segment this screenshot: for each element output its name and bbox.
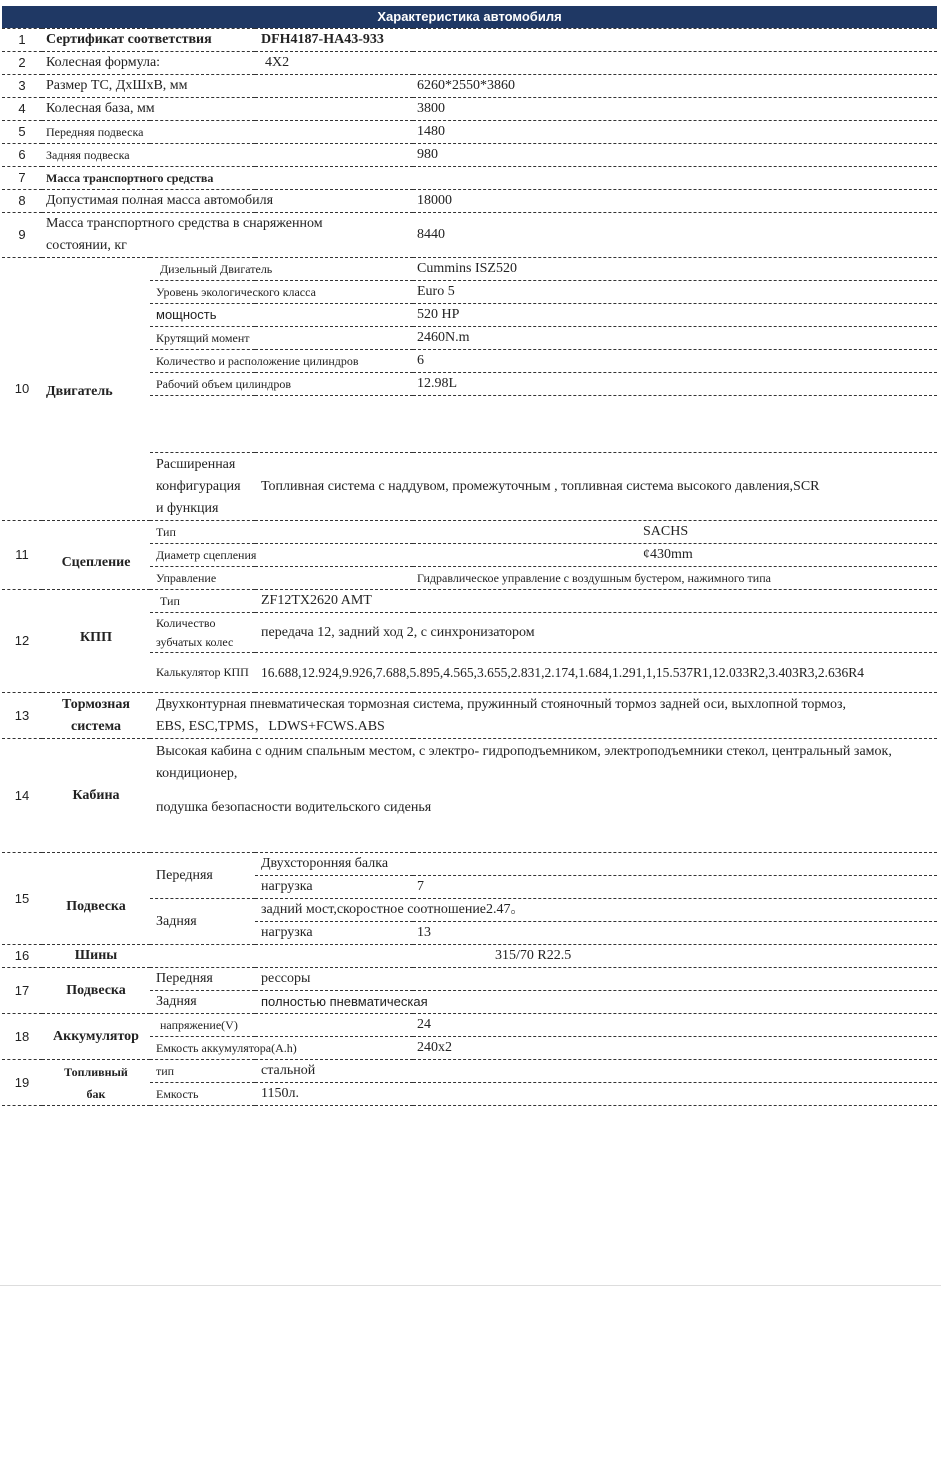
param-label: Емкость bbox=[150, 1083, 255, 1106]
row-number: 12 bbox=[2, 590, 42, 693]
param-label: Дизельный Двигатель bbox=[150, 258, 413, 281]
param-value: стальной bbox=[255, 1060, 937, 1083]
param-value: 240x2 bbox=[413, 1037, 937, 1060]
param-label: напряжение(V) bbox=[150, 1014, 413, 1037]
row-label: Задняя подвеска bbox=[42, 144, 413, 167]
param-label: Уровень экологического класса bbox=[150, 281, 413, 304]
param-label: Передняя bbox=[150, 853, 255, 899]
table-row bbox=[2, 144, 937, 167]
row-number: 15 bbox=[2, 853, 42, 945]
table-title: Характеристика автомобиля bbox=[2, 6, 937, 29]
table-row bbox=[2, 121, 937, 144]
row-number: 16 bbox=[2, 945, 42, 968]
row-number: 10 bbox=[2, 258, 42, 521]
row-number: 14 bbox=[2, 739, 42, 853]
row-number: 4 bbox=[2, 98, 42, 121]
group-label: Тормозная система bbox=[42, 693, 150, 739]
suspension-row bbox=[2, 853, 937, 876]
param-label: Передняя bbox=[150, 968, 255, 991]
param-label: Количество и расположение цилиндров bbox=[150, 350, 413, 373]
param-value: ¢430mm bbox=[413, 544, 937, 567]
param-value: 520 HP bbox=[413, 304, 937, 327]
row-value: 980 bbox=[413, 144, 937, 167]
param-value bbox=[150, 693, 937, 739]
row-label: Сертификат соответствия bbox=[42, 29, 255, 52]
row-number: 6 bbox=[2, 144, 42, 167]
engine-row bbox=[2, 258, 937, 281]
row-number: 18 bbox=[2, 1014, 42, 1060]
table-header bbox=[2, 6, 937, 29]
param-value: 13 bbox=[413, 922, 937, 945]
row-value: 8440 bbox=[413, 213, 937, 258]
row-number: 8 bbox=[2, 190, 42, 213]
param-value: рессоры bbox=[255, 968, 937, 991]
tires-row bbox=[2, 945, 937, 968]
param-label: Емкость аккумулятора(A.h) bbox=[150, 1037, 413, 1060]
page-divider bbox=[0, 1285, 941, 1286]
brakes-row bbox=[2, 693, 937, 739]
param-value: 24 bbox=[413, 1014, 937, 1037]
row-value: 18000 bbox=[413, 190, 937, 213]
param-label: Управление bbox=[150, 567, 413, 590]
cabin-row bbox=[2, 739, 937, 853]
param-label: Диаметр сцепления bbox=[150, 544, 413, 567]
param-value bbox=[150, 739, 937, 853]
row-value: 1480 bbox=[413, 121, 937, 144]
row-value: 6260*2550*3860 bbox=[413, 75, 937, 98]
table-row bbox=[2, 213, 937, 258]
group-label: Подвеска bbox=[42, 968, 150, 1014]
param-value: Cummins ISZ520 bbox=[413, 258, 937, 281]
group-label: Шины bbox=[42, 945, 150, 968]
row-label: Масса транспортного средства bbox=[42, 167, 413, 190]
param-value: Euro 5 bbox=[413, 281, 937, 304]
brakes-line-2: EBS, ESC,TPMS，LDWS+FCWS.ABS bbox=[156, 718, 385, 734]
gearbox-row bbox=[2, 590, 937, 613]
row-label: Масса транспортного средства в снаряженном состоянии, кг bbox=[42, 213, 413, 258]
param-label: тип bbox=[150, 1060, 255, 1083]
param-label: Расширенная конфигурация и функция bbox=[150, 453, 255, 521]
table-row bbox=[2, 52, 937, 75]
row-number: 13 bbox=[2, 693, 42, 739]
suspension-type-row bbox=[2, 968, 937, 991]
battery-row bbox=[2, 1014, 937, 1037]
param-label: Тип bbox=[150, 521, 413, 544]
param-label: Задняя bbox=[150, 899, 255, 945]
cabin-line-2: подушка безопасности водительского сиденья bbox=[156, 800, 432, 815]
param-label: Крутящий момент bbox=[150, 327, 413, 350]
table-row bbox=[2, 190, 937, 213]
group-label: Сцепление bbox=[42, 521, 150, 590]
row-number: 19 bbox=[2, 1060, 42, 1106]
param-value: 315/70 R22.5 bbox=[150, 945, 937, 968]
param-value: задний мост,скоростное соотношение2.47。 bbox=[255, 899, 937, 922]
table-row bbox=[2, 75, 937, 98]
row-number: 17 bbox=[2, 968, 42, 1014]
param-value: Двухсторонняя балка bbox=[255, 853, 937, 876]
row-value: DFH4187-HA43-933 bbox=[255, 29, 937, 52]
group-label: Двигатель bbox=[42, 258, 150, 521]
param-label: Количество зубчатых колес bbox=[150, 613, 255, 653]
empty-cell bbox=[150, 396, 413, 453]
table-row bbox=[2, 29, 937, 52]
param-value: Топливная система с наддувом, промежуточным , топливная система высокого давления,SCR bbox=[255, 453, 937, 521]
param-sublabel: нагрузка bbox=[255, 876, 413, 899]
row-label: Размер ТС, ДхШхВ, мм bbox=[42, 75, 413, 98]
param-label: Рабочий объем цилиндров bbox=[150, 373, 413, 396]
brakes-line-1: Двухконтурная пневматическая тормозная система, пружинный стояночный тормоз задней оси, выхлопной тормоз, bbox=[156, 696, 847, 712]
param-value: 7 bbox=[413, 876, 937, 899]
param-value: Гидравлическое управление с воздушным бустером, нажимного типа bbox=[413, 567, 937, 590]
row-number: 3 bbox=[2, 75, 42, 98]
param-label: Тип bbox=[150, 590, 255, 613]
row-number: 5 bbox=[2, 121, 42, 144]
spec-table bbox=[2, 6, 937, 1106]
param-label: Калькулятор КПП bbox=[150, 653, 255, 693]
param-value: 2460N.m bbox=[413, 327, 937, 350]
row-label: Передняя подвеска bbox=[42, 121, 413, 144]
param-label: мощность bbox=[150, 304, 413, 327]
clutch-row bbox=[2, 521, 937, 544]
group-label: Топливный бак bbox=[42, 1060, 150, 1106]
param-value: полностью пневматическая bbox=[255, 991, 937, 1014]
row-label: Колесная база, мм bbox=[42, 98, 413, 121]
param-label: Задняя bbox=[150, 991, 255, 1014]
group-label: Кабина bbox=[42, 739, 150, 853]
row-number: 11 bbox=[2, 521, 42, 590]
row-label: Допустимая полная масса автомобиля bbox=[42, 190, 413, 213]
param-value: передача 12, задний ход 2, с синхронизатором bbox=[255, 613, 937, 653]
row-number: 1 bbox=[2, 29, 42, 52]
row-number: 2 bbox=[2, 52, 42, 75]
row-label: Колесная формула: bbox=[42, 52, 255, 75]
row-number: 7 bbox=[2, 167, 42, 190]
param-value: 16.688,12.924,9.926,7.688,5.895,4.565,3.655,2.831,2.174,1.684,1.291,1,15.537R1,12.033R2,3.403R3,2.636R4 bbox=[255, 653, 937, 693]
row-value: 4X2 bbox=[255, 52, 937, 75]
table-row bbox=[2, 167, 937, 190]
spec-sheet bbox=[2, 6, 937, 1106]
param-value: 1150л. bbox=[255, 1083, 937, 1106]
param-value: 6 bbox=[413, 350, 937, 373]
group-label: Аккумулятор bbox=[42, 1014, 150, 1060]
row-value: 3800 bbox=[413, 98, 937, 121]
group-label: Подвеска bbox=[42, 853, 150, 945]
param-value: ZF12TX2620 AMT bbox=[255, 590, 937, 613]
fuel-tank-row bbox=[2, 1060, 937, 1083]
group-label: КПП bbox=[42, 590, 150, 693]
table-row bbox=[2, 98, 937, 121]
empty-cell bbox=[413, 396, 937, 453]
param-value: SACHS bbox=[413, 521, 937, 544]
row-value bbox=[413, 167, 937, 190]
row-number: 9 bbox=[2, 213, 42, 258]
param-sublabel: нагрузка bbox=[255, 922, 413, 945]
param-value: 12.98L bbox=[413, 373, 937, 396]
cabin-line-1: Высокая кабина с одним спальным местом, с электро- гидроподъемником, электроподъемники стекол, центральный замок, кондиционер, bbox=[156, 744, 892, 781]
